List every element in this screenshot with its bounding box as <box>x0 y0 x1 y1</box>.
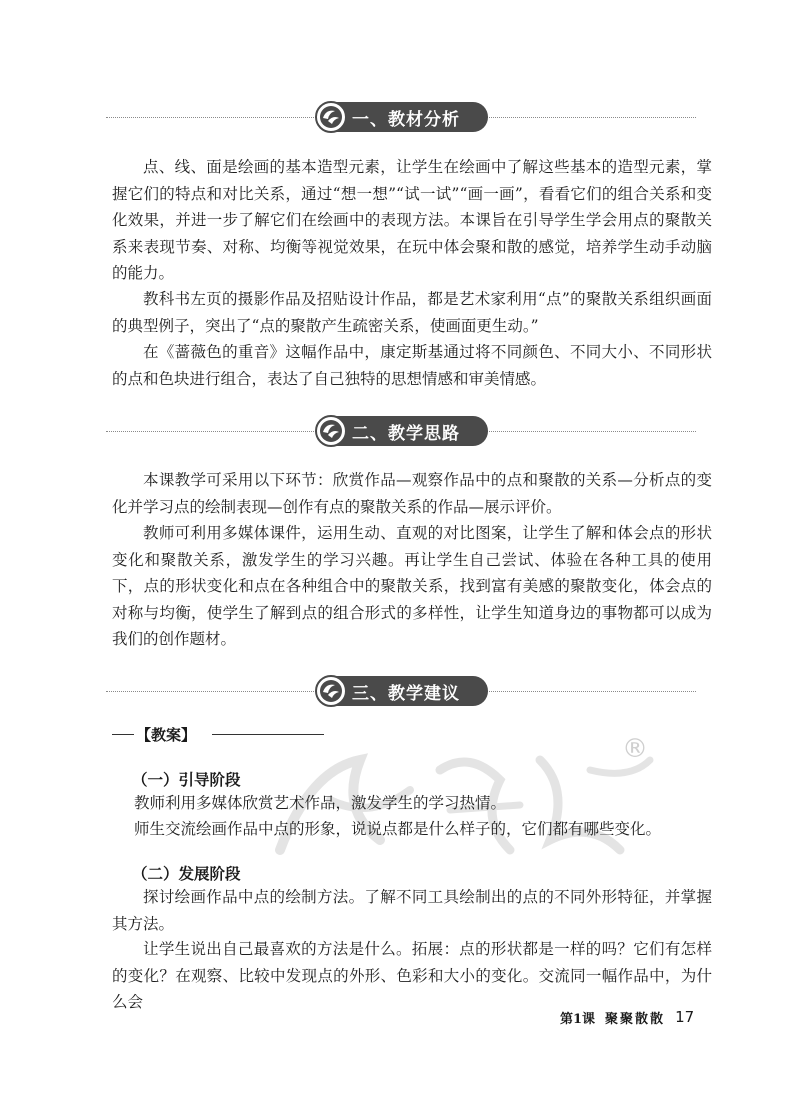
section-title: 一、教材分析 <box>352 109 460 130</box>
section-header-3 <box>106 674 696 708</box>
rule-left <box>112 734 134 735</box>
lesson-title: 聚聚散散 <box>605 1011 666 1027</box>
section-title-pill <box>318 102 488 132</box>
registered-mark: ® <box>622 734 648 764</box>
section-header-1 <box>106 100 696 134</box>
stage-line: 让学生说出自己最喜欢的方法是什么。拓展：点的形状都是一样的吗？它们有怎样的变化？在观察、比较中发现点的外形、色彩和大小的变化。交流同一幅作品中，为什么会 <box>112 940 712 1011</box>
stage-line: 师生交流绘画作品中点的形象，说说点都是什么样子的，它们都有哪些变化。 <box>134 820 662 838</box>
paragraph: 教科书左页的摄影作品及招贴设计作品，都是艺术家利用“点”的聚散关系组织画面的典型例子，突出了“点的聚散产生疏密关系，使画面更生动。” <box>112 290 712 335</box>
stage-title: （一）引导阶段 <box>132 771 241 789</box>
page-number: 17 <box>675 1008 695 1026</box>
paragraph: 在《蔷薇色的重音》这幅作品中，康定斯基通过将不同颜色、不同大小、不同形状的点和色块进行组合，表达了自己独特的思想情感和审美情感。 <box>112 343 712 388</box>
lesson-number: 第1课 <box>560 1011 596 1027</box>
paragraph: 点、线、面是绘画的基本造型元素，让学生在绘画中了解这些基本的造型元素，掌握它们的特点和对比关系，通过“想一想”“试一试”“画一画”，看看它们的组合关系和变化效果，并进一步了解它们在绘画中的表现方法。本课旨在引导学生学会用点的聚散关系来表现节奏、对称、均衡等视觉效果，在玩中体会聚和散的感觉，培养学生动手动脑的能力。 <box>112 158 712 282</box>
page-footer <box>560 1004 694 1030</box>
lesson-plan-title: 【教案】 <box>136 726 197 744</box>
section-title: 三、教学建议 <box>352 683 460 704</box>
bookmark-swirl-icon <box>314 674 348 708</box>
paragraph: 教师可利用多媒体课件，运用生动、直观的对比图案，让学生了解和体会点的形状变化和聚散关系，激发学生的学习兴趣。再让学生自己尝试、体验在各种工具的使用下，点的形状变化和点在各种组合中的聚散关系，找到富有美感的聚散变化，体会点的对称与均衡，使学生了解到点的组合形式的多样性，让学生知道身边的事物都可以成为我们的创作题材。 <box>112 524 712 648</box>
section-title: 二、教学思路 <box>352 423 460 444</box>
bookmark-swirl-icon <box>314 100 348 134</box>
stage-line: 探讨绘画作品中点的绘制方法。了解不同工具绘制出的点的不同外形特征，并掌握其方法。 <box>112 888 712 933</box>
rule-right <box>212 734 324 735</box>
paragraph: 本课教学可采用以下环节：欣赏作品—观察作品中的点和聚散的关系—分析点的变化并学习点的绘制表现—创作有点的聚散关系的作品—展示评价。 <box>112 471 712 516</box>
section-title-pill <box>318 416 488 446</box>
lesson-plan-label <box>112 724 322 744</box>
bookmark-swirl-icon <box>314 414 348 448</box>
section-title-pill <box>318 676 488 706</box>
section-header-2 <box>106 414 696 448</box>
stage-line: 教师利用多媒体欣赏艺术作品，激发学生的学习热情。 <box>134 794 507 812</box>
stage-title: （二）发展阶段 <box>132 865 241 883</box>
